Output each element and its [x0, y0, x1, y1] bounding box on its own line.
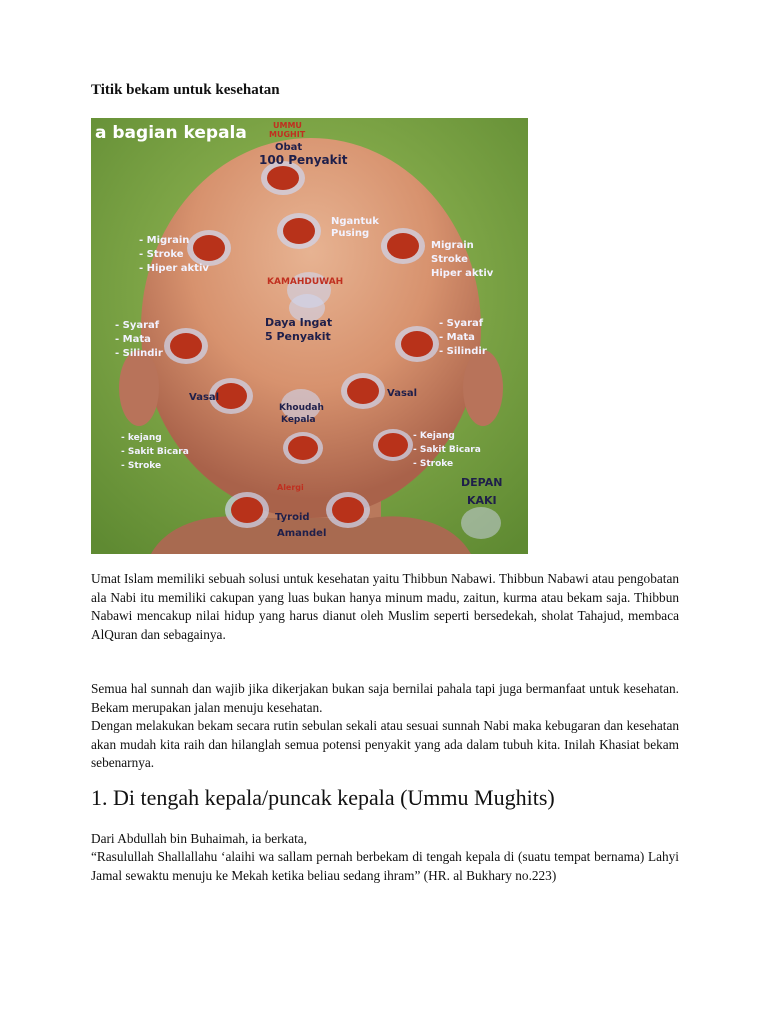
cup-point-syaraf-right: [395, 326, 439, 362]
label-stroke2-right: - Stroke: [413, 459, 454, 469]
label-stroke2-left: - Stroke: [121, 461, 162, 471]
document-title: Titik bekam untuk kesehatan: [91, 82, 280, 98]
label-top-name-2: MUGHIT: [269, 130, 306, 139]
figure-header: a bagian kepala: [95, 123, 247, 143]
label-top-name: UMMU: [273, 121, 302, 130]
cup-point-kejang-right: [373, 429, 413, 461]
right-ear: [463, 350, 503, 426]
label-stroke-left: - Stroke: [139, 249, 184, 260]
hadith-intro: Dari Abdullah bin Buhaimah, ia berkata,: [91, 831, 308, 846]
label-migrain-left: - Migrain: [139, 235, 190, 246]
label-migrain-right: Migrain: [431, 240, 474, 251]
benefits-paragraph-line-1: Semua hal sunnah dan wajib jika dikerjakan bukan saja bernilai pahala tapi juga bermanfaat untuk kesehatan. Bekam merupakan jalan menuju kesehatan.: [91, 681, 679, 715]
cupping-points-head-image: [91, 118, 528, 554]
label-khoudah: Khoudah: [279, 403, 324, 413]
label-alergi: Alergi: [277, 483, 304, 492]
cup-point-depan-kaki: [461, 507, 501, 539]
label-kejang-right: - Kejang: [413, 431, 455, 441]
benefits-paragraph-line-2: Dengan melakukan bekam secara rutin sebulan sekali atau sesuai sunnah Nabi maka kebugaran dan kesehatan akan mudah kita raih dan hilanglah semua potensi penyakit yang ada dalam tubuh kita. Inilah Khasiat bekam sebenarnya.: [91, 718, 679, 771]
label-silindir-left: - Silindir: [115, 348, 163, 359]
label-seratus-penyakit: 100 Penyakit: [259, 153, 348, 167]
label-kepala: Kepala: [281, 415, 316, 425]
label-kamahduwah: KAMAHDUWAH: [267, 277, 344, 287]
label-kaki: KAKI: [467, 494, 497, 507]
cup-point-neck-left: [225, 492, 269, 528]
section-heading: 1. Di tengah kepala/puncak kepala (Ummu Mughits): [91, 785, 555, 810]
label-amandel: Amandel: [277, 528, 327, 539]
label-syaraf-left: - Syaraf: [115, 320, 160, 331]
label-depan: DEPAN: [461, 476, 503, 489]
label-kejang-left: - kejang: [121, 433, 162, 443]
cup-point-neck-right: [326, 492, 370, 528]
hadith-quote: “Rasulullah Shallallahu ‘alaihi wa sallam pernah berbekam di tengah kepala di (suatu tempat bernama) Lahyi Jamal sewaktu menuju ke Mekah ketika beliau sedang ihram” (HR. al Bukhary no.223): [91, 849, 679, 883]
cup-point-pusing: [277, 213, 321, 249]
head-illustration: [91, 118, 528, 554]
label-sakit-bicara-right: - Sakit Bicara: [413, 445, 481, 455]
benefits-paragraph: [91, 680, 679, 773]
cup-point-syaraf-left: [164, 328, 208, 364]
label-stroke-right: Stroke: [431, 254, 468, 265]
label-sakit-bicara-left: - Sakit Bicara: [121, 447, 189, 457]
label-hiper-right: Hiper aktiv: [431, 268, 494, 279]
cup-point-kejang-left: [283, 432, 323, 464]
cup-point-vasal-right: [341, 373, 385, 409]
label-ngantuk: Ngantuk: [331, 216, 379, 227]
label-vasal-right: Vasal: [387, 388, 418, 399]
cup-point-migrain-right: [381, 228, 425, 264]
label-silindir-right: - Silindir: [439, 346, 487, 357]
left-ear: [119, 350, 159, 426]
label-tyroid: Tyroid: [275, 512, 310, 523]
label-pusing: Pusing: [331, 228, 370, 239]
label-hiper-left: - Hiper aktiv: [139, 263, 209, 274]
label-obat: Obat: [275, 142, 303, 153]
label-mata-right: - Mata: [439, 332, 475, 343]
cup-point-migrain-left: [187, 230, 231, 266]
intro-paragraph: Umat Islam memiliki sebuah solusi untuk kesehatan yaitu Thibbun Nabawi. Thibbun Nabawi atau pengobatan ala Nabi itu memiliki cakupan yang luas bukan hanya minum madu, zaitun, kurma atau bekam saja. Thibbun Nabawi mencakup nilai hidup yang harus dianut oleh Muslim seperti bersedekah, sholat Tahajud, membaca AlQuran dan sebagainya.: [91, 571, 679, 642]
label-lima-penyakit: 5 Penyakit: [265, 330, 331, 343]
label-mata-left: - Mata: [115, 334, 151, 345]
label-syaraf-right: - Syaraf: [439, 318, 484, 329]
label-vasal-left: Vasal: [189, 392, 220, 403]
label-daya-ingat: Daya Ingat: [265, 316, 333, 329]
